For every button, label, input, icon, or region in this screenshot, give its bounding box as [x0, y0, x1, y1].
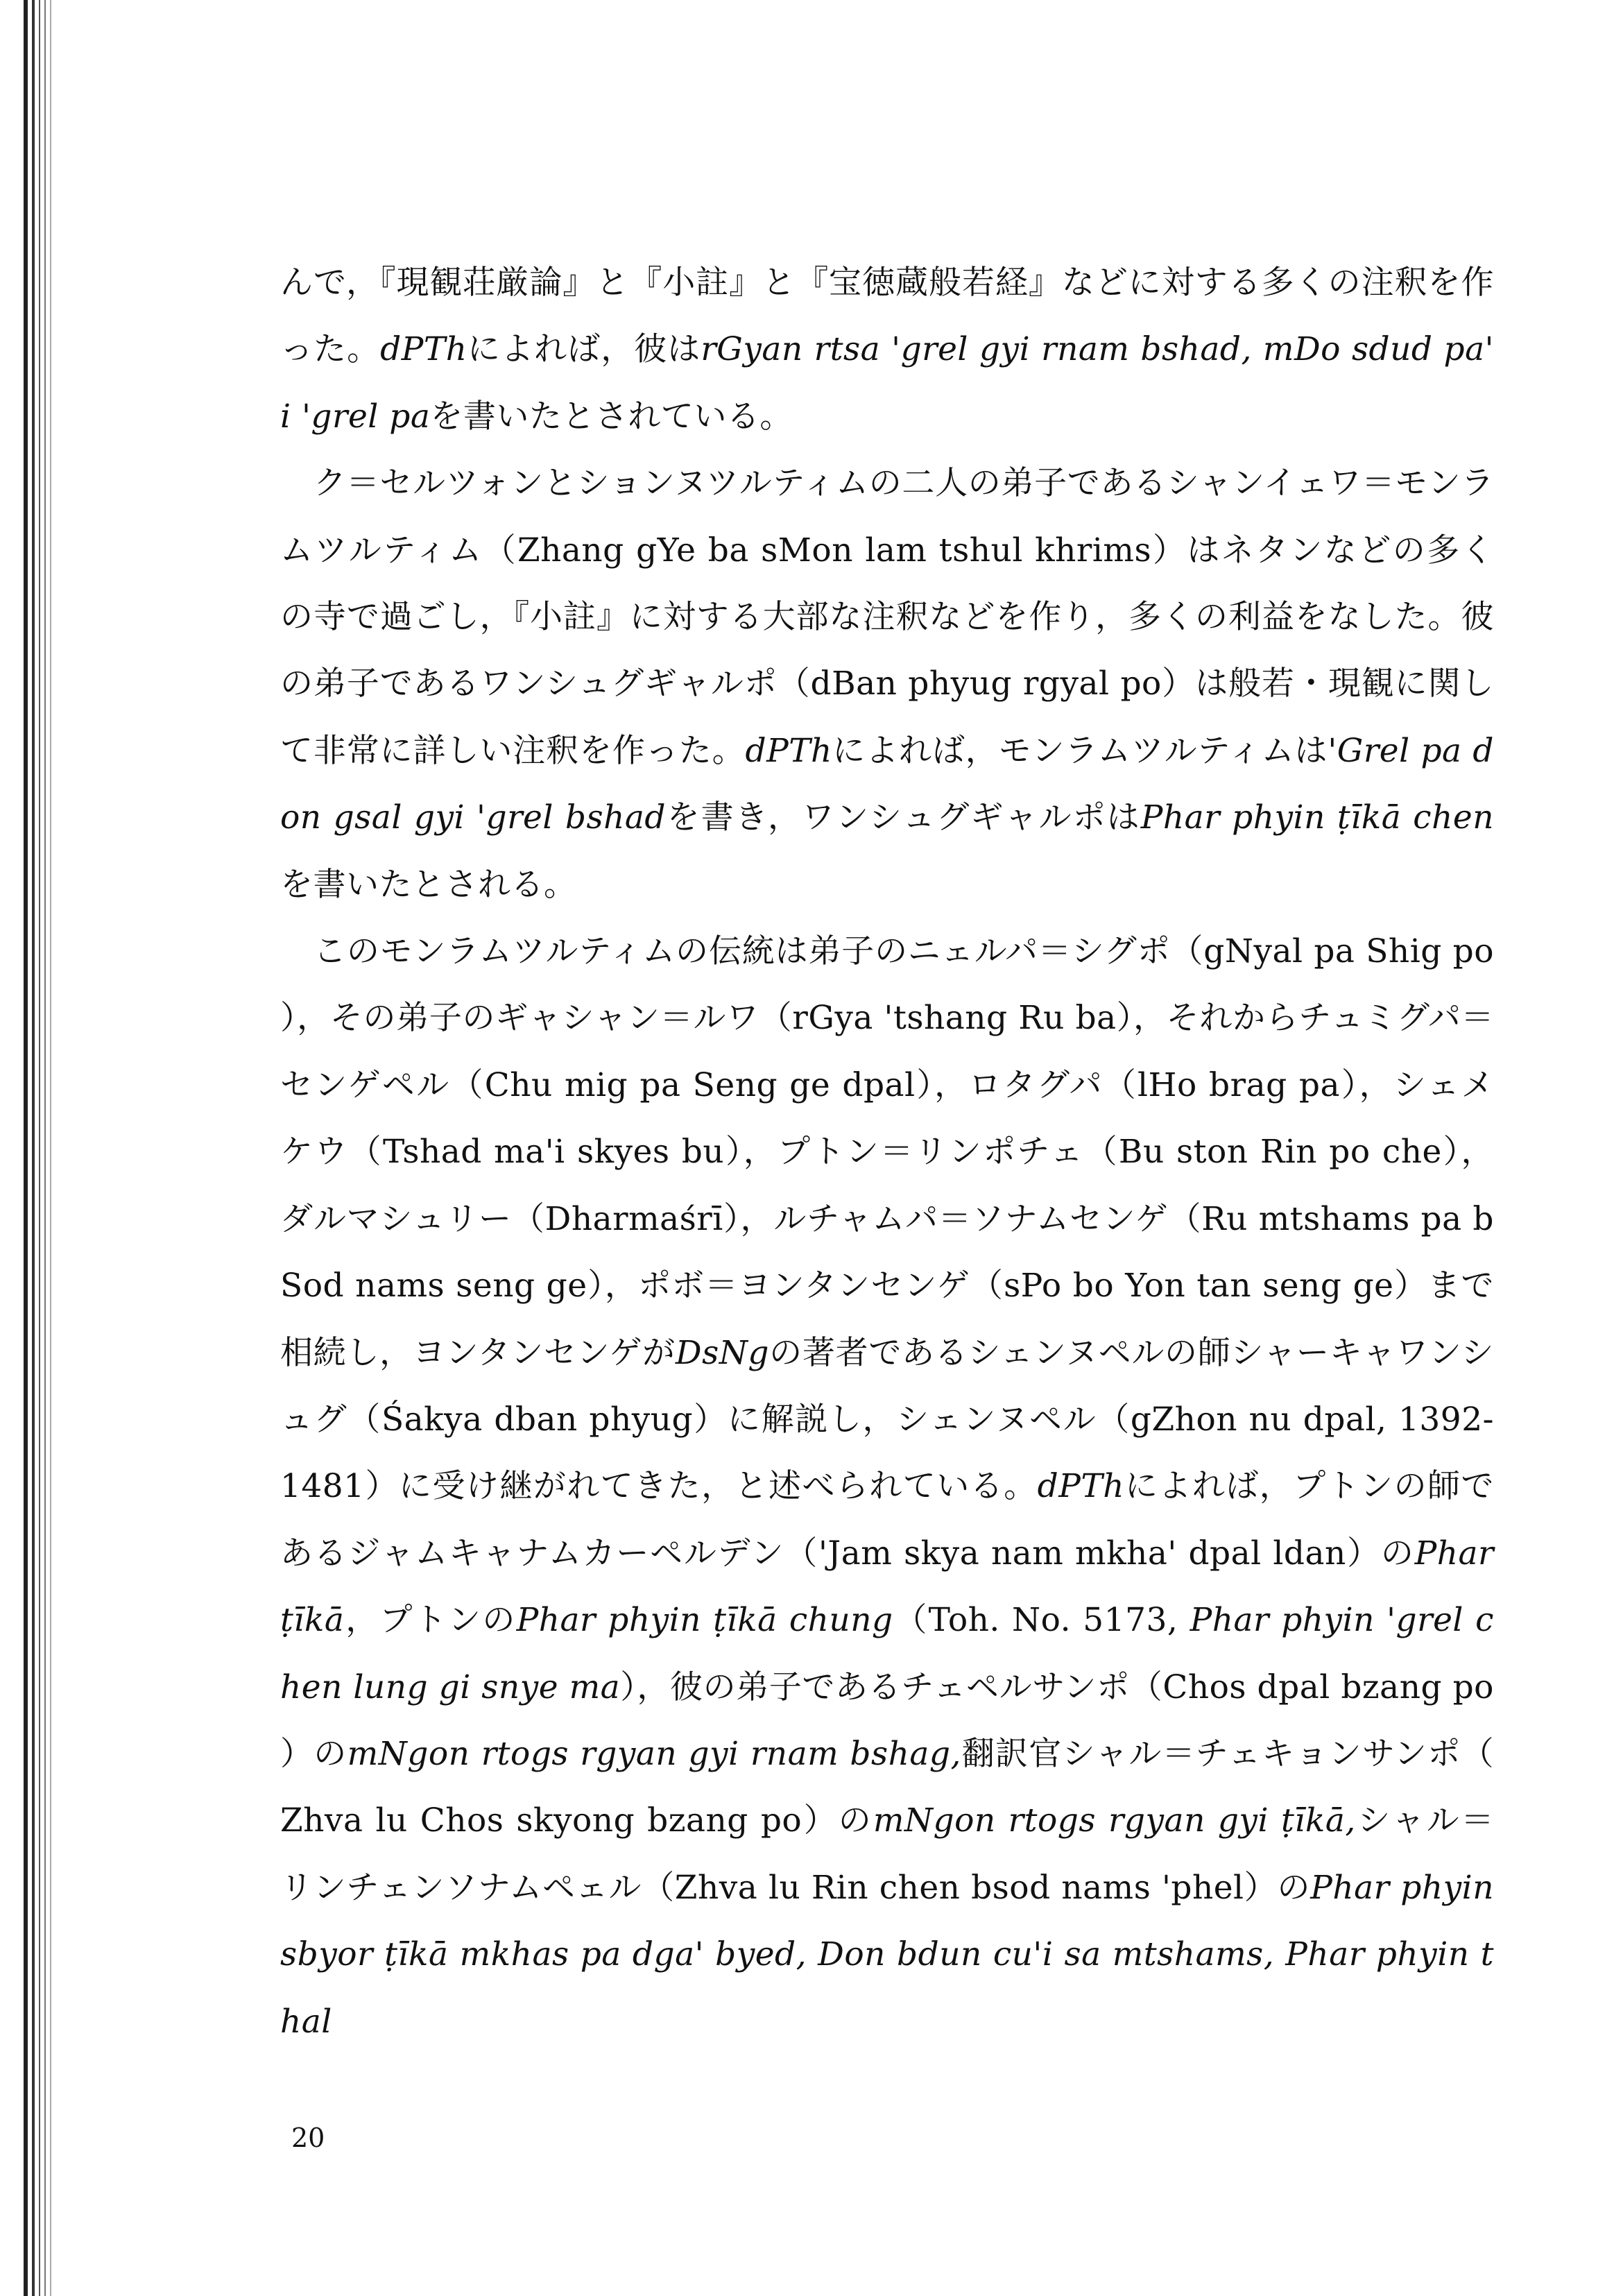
body-text: を書いたとされている。 — [430, 397, 793, 436]
body-text: 翻訳官シャル＝チェキョンサンポ（Zhva lu Chos skyong bzang po）の — [280, 1734, 1494, 1840]
page-body — [280, 250, 1494, 2055]
italic-title-text: 'Grel pa don gsal gyi 'grel bshad — [280, 731, 1494, 837]
body-text: によれば，彼は — [467, 330, 701, 369]
paragraph — [280, 450, 1494, 918]
body-text: んで，『現観荘厳論』と『小註』と『宝徳蔵般若経』などに対する多くの注釈を作った。 — [280, 264, 1494, 369]
italic-title-text: Phar phyin 'grel chen lung gi snye ma — [280, 1601, 1495, 1706]
body-text: （Toh. No. 5173, — [893, 1601, 1190, 1640]
italic-title-text: mNgon rtogs rgyan gyi ṭīkā, — [873, 1801, 1356, 1840]
binding-edge — [0, 0, 76, 2296]
body-text: ，プトンの — [344, 1601, 517, 1640]
body-text: によれば，モンラムツルティムは — [832, 731, 1328, 770]
body-text: シャル＝リンチェンソナムペェル（Zhva lu Rin chen bsod nams 'phel）の — [280, 1801, 1495, 1907]
italic-title-text: Phar ṭīkā — [280, 1534, 1494, 1640]
body-text: ク＝セルツォンとションヌツルティムの二人の弟子であるシャンイェワ＝モンラムツルティム（Zhang gYe ba sMon lam tshul khrims）はネタンなどの多くの寺で過ごし，『小註』に対する大部な注釈などを作り，多くの利益をなした。彼の弟子であるワンシュグギャルポ（dBan phyug rgyal po）は般若・現観に関して非常に詳しい注釈を作った。 — [280, 464, 1494, 770]
italic-title-text: mNgon rtogs rgyan gyi rnam bshag, — [347, 1734, 961, 1773]
body-text: このモンラムツルティムの伝統は弟子のニェルパ＝シグポ（gNyal pa Shig po），その弟子のギャシャン＝ルワ（rGya 'tshang Ru ba），それからチュミグパ＝センゲペル（Chu mig pa Seng ge dpal），ロタグパ（lHo brag pa），シェメケウ（Tshad ma'i skyes bu），プトン＝リンポチェ（Bu ston Rin po che），ダルマシュリー（Dharmaśrī），ルチャムパ＝ソナムセンゲ（Ru mtshams pa bSod nams seng ge），ポボ＝ヨンタンセンゲ（sPo bo Yon tan seng ge）まで相続し，ヨンタンセンゲが — [280, 932, 1494, 1372]
italic-title-text: dPTh — [1037, 1467, 1124, 1506]
body-text: の著者であるシェンヌペルの師シャーキャワンシュグ（Śakya dban phyug）に解説し，シェンヌペル（gZhon nu dpal, 1392-1481）に受け継がれてきた，と述べられている。 — [280, 1333, 1494, 1506]
body-text: ），彼の弟子であるチェペルサンポ（Chos dpal bzang po）の — [280, 1668, 1494, 1773]
italic-title-text: dPTh — [380, 330, 467, 369]
page-number: 20 — [291, 2123, 325, 2153]
paragraph — [280, 250, 1494, 450]
body-text: によれば，プトンの師であるジャムキャナムカーペルデン（'Jam skya nam mkha' dpal ldan）の — [280, 1467, 1494, 1573]
italic-title-text: Phar phyin sbyor ṭīkā mkhas pa dga' byed, Don bdun cu'i sa mtshams, Phar phyin thal — [280, 1868, 1494, 2041]
body-text: を書き，ワンシュグギャルポは — [666, 798, 1141, 837]
paragraph — [280, 918, 1494, 2055]
italic-title-text: Phar phyin ṭīkā chung — [516, 1601, 893, 1640]
body-text: を書いたとされる。 — [280, 865, 577, 904]
italic-title-text: dPTh — [745, 731, 832, 770]
italic-title-text: Phar phyin ṭīkā chen — [1140, 798, 1494, 837]
italic-title-text: DsNg — [675, 1333, 769, 1372]
italic-title-text: rGyan rtsa 'grel gyi rnam bshad, mDo sdud pa'i 'grel pa — [280, 330, 1495, 436]
